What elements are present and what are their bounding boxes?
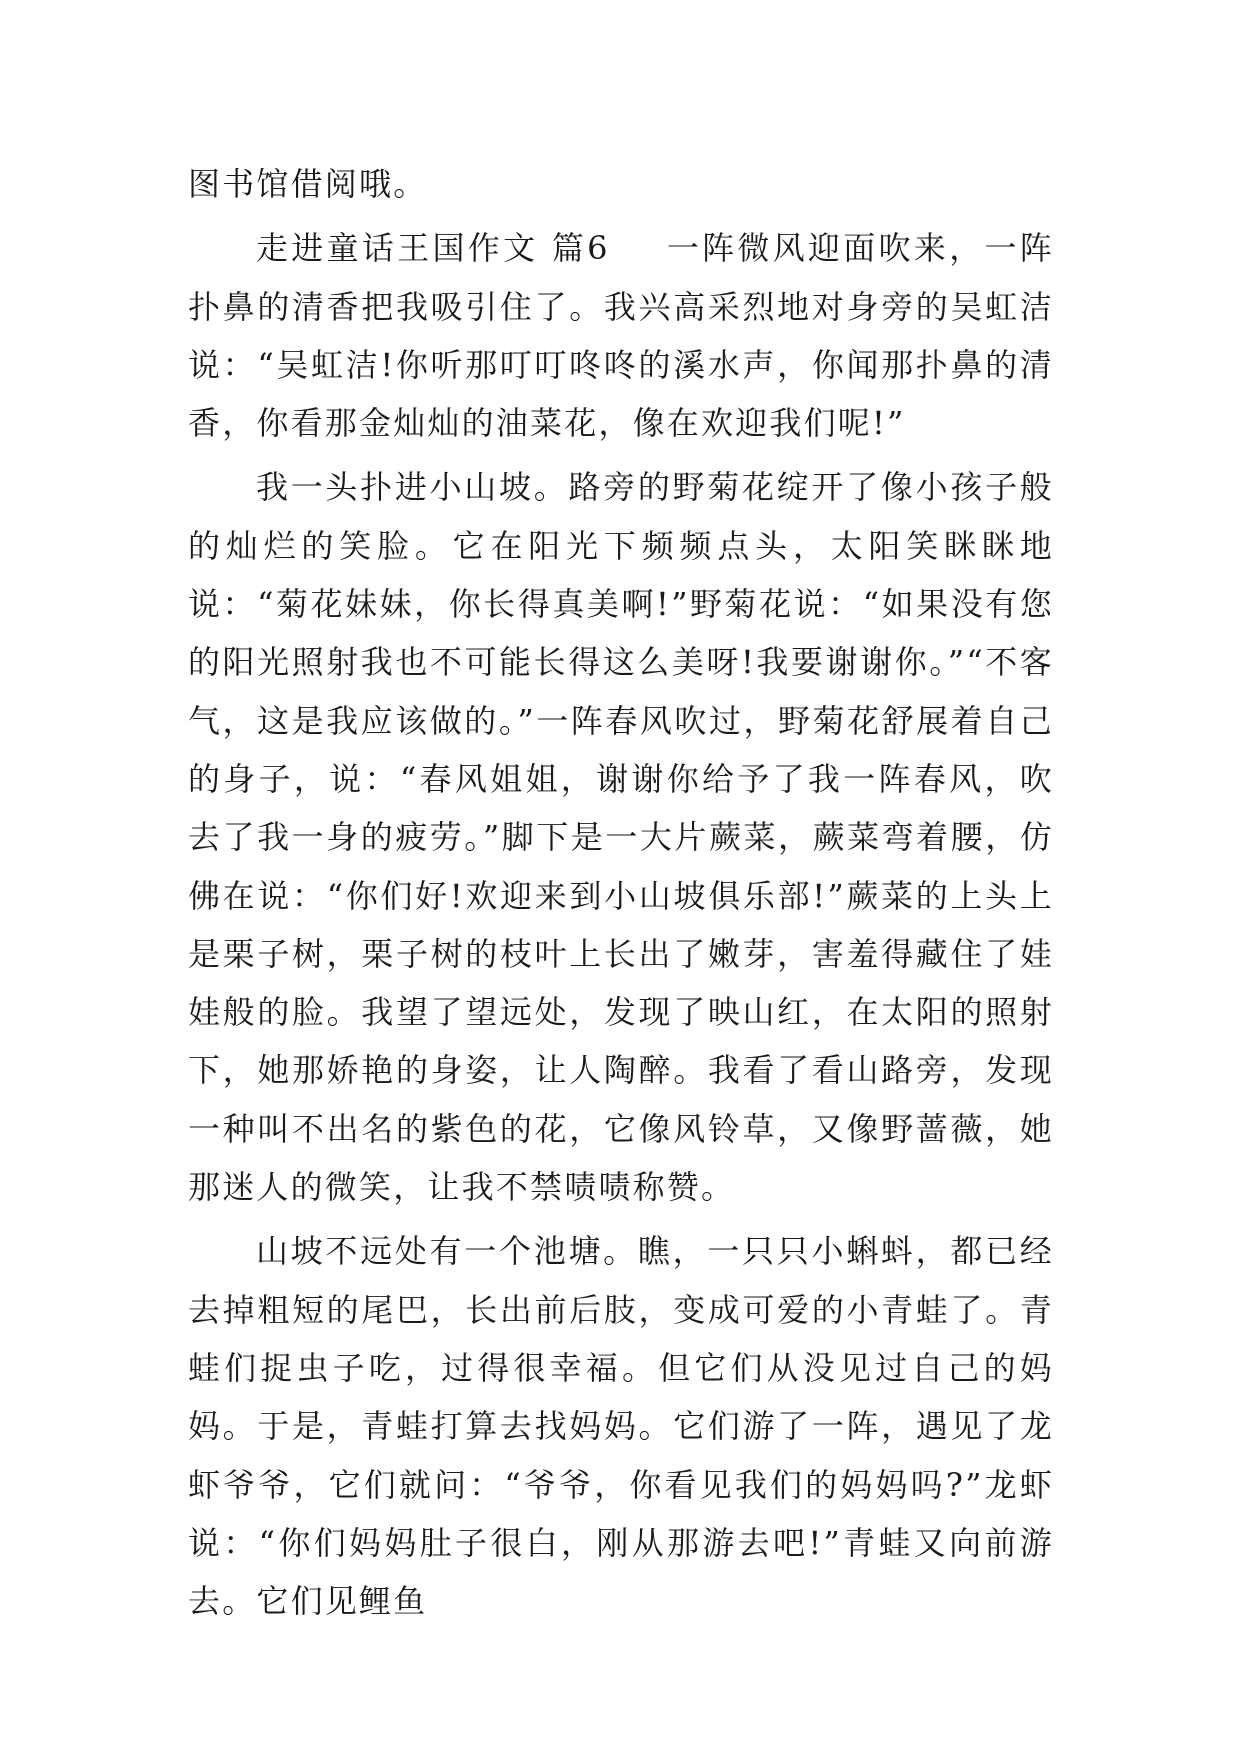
document-body <box>188 155 1054 1630</box>
paragraph-hillside <box>188 458 1054 1216</box>
paragraph-essay-heading <box>188 219 1054 452</box>
paragraph-text: 山坡不远处有一个池塘。瞧，一只只小蝌蚪，都已经去掉粗短的尾巴，长出前后肢，变成可爱的小青蛙了。青蛙们捉虫子吃，过得很幸福。但它们从没见过自己的妈妈。于是，青蛙打算去找妈妈。它们游了一阵，遇见了龙虾爷爷，它们就问：“爷爷，你看见我们的妈妈吗?”龙虾说：“你们妈妈肚子很白，刚从那游去吧!”青蛙又向前游去。它们见鲤鱼 <box>188 1232 1054 1621</box>
paragraph-continuation <box>188 155 1054 213</box>
paragraph-text: 图书馆借阅哦。 <box>188 165 428 203</box>
paragraph-pond <box>188 1222 1054 1630</box>
paragraph-text: 一阵微风迎面吹来，一阵扑鼻的清香把我吸引住了。我兴高采烈地对身旁的吴虹洁说：“吴虹洁!你听那叮叮咚咚的溪水声，你闻那扑鼻的清香，你看那金灿灿的油菜花，像在欢迎我们呢!” <box>188 229 1054 443</box>
essay-title: 走进童话王国作文 篇6 <box>256 229 610 268</box>
paragraph-text: 我一头扑进小山坡。路旁的野菊花绽开了像小孩子般的灿烂的笑脸。它在阳光下频频点头，太阳笑眯眯地说：“菊花妹妹，你长得真美啊!”野菊花说：“如果没有您的阳光照射我也不可能长得这么美呀!我要谢谢你。”“不客气，这是我应该做的。”一阵春风吹过，野菊花舒展着自己的身子，说：“春风姐姐，谢谢你给予了我一阵春风，吹去了我一身的疲劳。”脚下是一大片蕨菜，蕨菜弯着腰，仿佛在说：“你们好!欢迎来到小山坡俱乐部!”蕨菜的上头上是栗子树，栗子树的枝叶上长出了嫩芽，害羞得藏住了娃娃般的脸。我望了望远处，发现了映山红，在太阳的照射下，她那娇艳的身姿，让人陶醉。我看了看山路旁，发现一种叫不出名的紫色的花，它像风铃草，又像野蔷薇，她那迷人的微笑，让我不禁啧啧称赞。 <box>188 468 1054 1207</box>
